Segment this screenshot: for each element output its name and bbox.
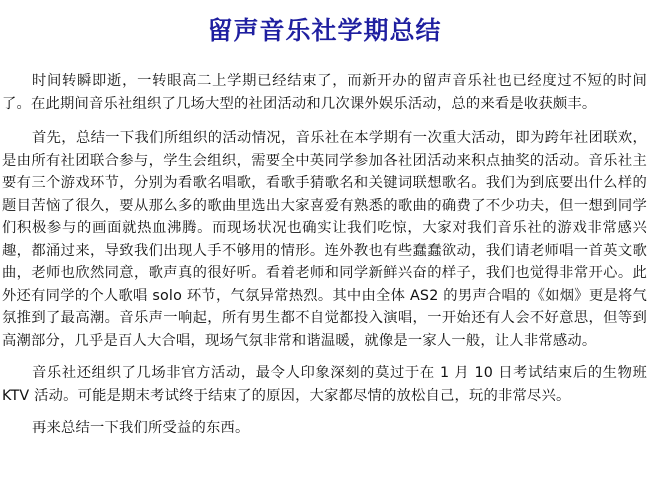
paragraph-benefits: 再来总结一下我们所受益的东西。 bbox=[32, 420, 250, 436]
paragraph-unofficial-activities: 音乐社还组织了几场非官方活动，最令人印象深刻的莫过于在 1 月 10 日考试结束后的生物班 KTV 活动。可能是期末考试终于结束了的原因，大家都尽情的放松自己，玩的非常尽兴。 bbox=[2, 365, 647, 404]
document-title: 留声音乐社学期总结 bbox=[207, 16, 442, 45]
paragraph-activities: 首先，总结一下我们所组织的活动情况，音乐社在本学期有一次重大活动，即为跨年社团联欢，是由所有社团联合参与，学生会组织，需要全中英同学参加各社团活动来积点抽奖的活动。音乐社主要有三个游戏环节，分别为看歌名唱歌，看歌手猜歌名和关键词联想歌名。我们为到底要出什么样的题目苦恼了很久，要从那么多的歌曲里选出大家喜爱有熟悉的歌曲的确费了不少功夫，但一想到同学们积极参与的画面就热血沸腾。而现场状况也确实让我们吃惊，大家对我们音乐社的游戏非常感兴趣，都涌过来，导致我们出现人手不够用的情形。连外教也有些蠢蠢欲动，我们请老师唱一首英文歌曲，老师也欣然同意，歌声真的很好听。看着老师和同学新鲜兴奋的样子，我们也觉得非常开心。此外还有同学的个人歌唱 solo 环节，气氛异常热烈。其中由全体 AS2 的男声合唱的《如烟》更是将气氛推到了最高潮。音乐声一响起，所有男生都不自觉都投入演唱，一开始还有人会不好意思，但等到高潮部分，几乎是百人大合唱，现场气氛非常和谐温暖，就像是一家人一般，让人非常感动。 bbox=[2, 130, 647, 349]
paragraph-intro: 时间转瞬即逝，一转眼高二上学期已经结束了，而新开办的留声音乐社也已经度过不短的时间了。在此期间音乐社组织了几场大型的社团活动和几次课外娱乐活动，总的来看是收获颇丰。 bbox=[2, 73, 647, 112]
